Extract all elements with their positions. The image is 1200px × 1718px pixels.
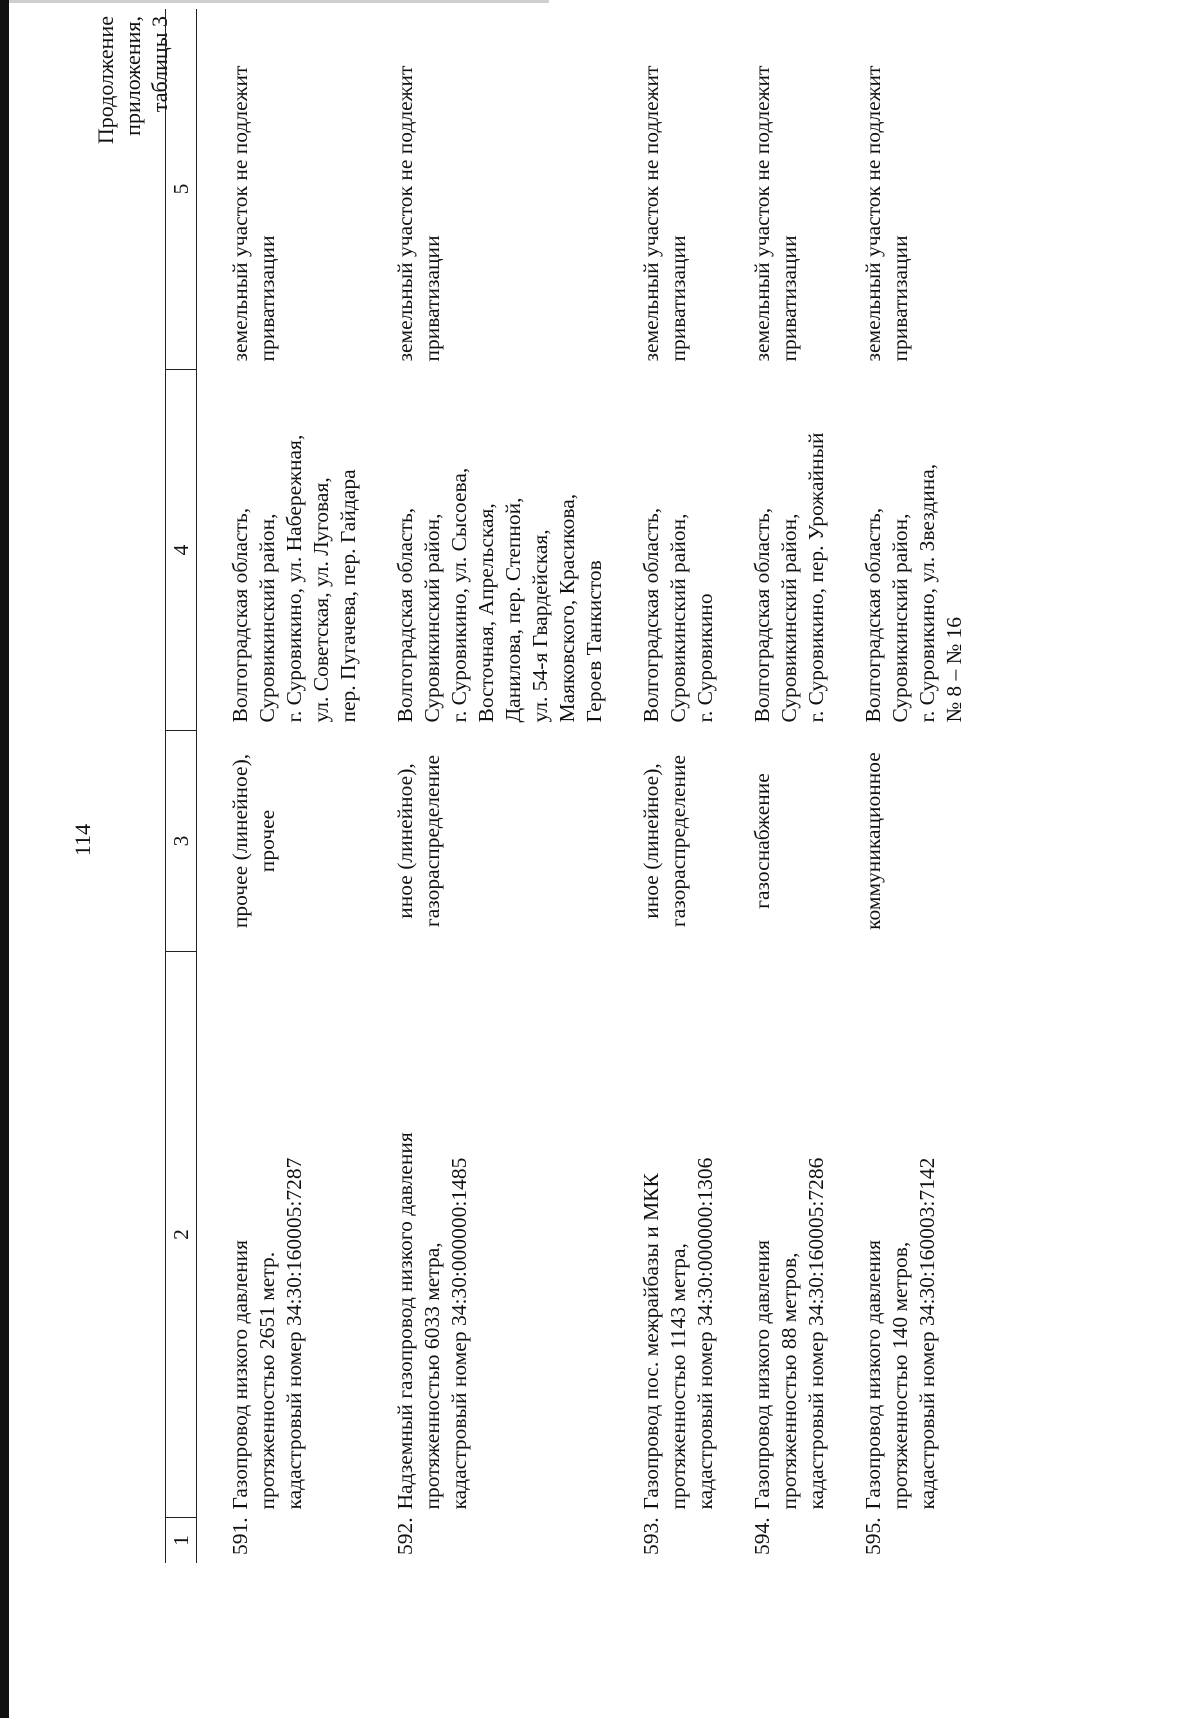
object-type: коммуникационное (861, 752, 885, 930)
table-row (830, 9, 970, 1563)
header-col-1: 1 (166, 1518, 197, 1564)
object-description: Газопровод низкого давления протяженностью 88 метров, кадастровый номер 34:30:160005:7286 (750, 1157, 828, 1510)
privatization-note: земельный участок не подлежит приватизации (393, 65, 444, 362)
object-address: Волгоградская область, Суровикинский район, г. Суровикино, пер. Урожайный (750, 432, 828, 723)
table-row (608, 9, 719, 1563)
privatization-note: земельный участок не подлежит приватизации (750, 65, 801, 362)
privatization-note: земельный участок не подлежит приватизации (861, 65, 912, 362)
row-number: 594. (750, 1517, 774, 1555)
privatization-note: земельный участок не подлежит приватизации (228, 65, 279, 362)
row-number: 593. (639, 1517, 663, 1555)
header-col-3: 3 (166, 731, 197, 952)
table-row (197, 9, 363, 1563)
header-col-2: 2 (166, 952, 197, 1518)
header-col-5: 5 (166, 9, 197, 370)
privatization-note: земельный участок не подлежит приватизации (639, 65, 690, 362)
property-table (165, 9, 970, 1563)
row-number: 592. (393, 1517, 417, 1555)
row-number: 595. (861, 1517, 885, 1555)
table-row (362, 9, 608, 1563)
object-description: Газопровод низкого давления протяженностью 2651 метр. кадастровый номер 34:30:160005:7287 (228, 1157, 306, 1510)
table-row (719, 9, 830, 1563)
header-col-4: 4 (166, 370, 197, 731)
object-description: Газопровод пос. межрайбазы и МКК протяженностью 1143 метра, кадастровый номер 34:30:000000:1306 (639, 1157, 717, 1510)
object-address: Волгоградская область, Суровикинский район, г. Суровикино, ул. Звездина, № 8 – № 16 (861, 463, 966, 723)
object-type: иное (линейное), газораспределение (639, 754, 690, 928)
object-address: Волгоградская область, Суровикинский район, г. Суровикино, ул. Набережная, ул. Советская, ул. Луговая, пер. Пугачева, пер. Гайдара (228, 434, 360, 723)
row-number: 591. (228, 1517, 252, 1555)
object-type: газоснабжение (750, 773, 774, 909)
object-type: иное (линейное), газораспределение (393, 754, 444, 928)
page-number: 114 (70, 823, 95, 856)
object-type: прочее (линейное), прочее (228, 753, 279, 929)
object-address: Волгоградская область, Суровикинский район, г. Суровикино, ул. Сысоева, Восточная, Апрельская, Данилова, пер. Степной, ул. 54-я Гвардейская, Маяковского, Красикова, Героев Танкистов (393, 467, 606, 723)
object-description: Надземный газопровод низкого давления протяженностью 6033 метра, кадастровый номер 34:30:000000:1485 (393, 1132, 471, 1510)
object-description: Газопровод низкого давления протяженностью 140 метров, кадастровый номер 34:30:160003:7142 (861, 1157, 939, 1510)
continuation-title: Продолжение приложения, таблицы 3 (93, 16, 172, 145)
object-address: Волгоградская область, Суровикинский район, г. Суровикино (639, 507, 717, 723)
table-header-row (166, 9, 197, 1563)
